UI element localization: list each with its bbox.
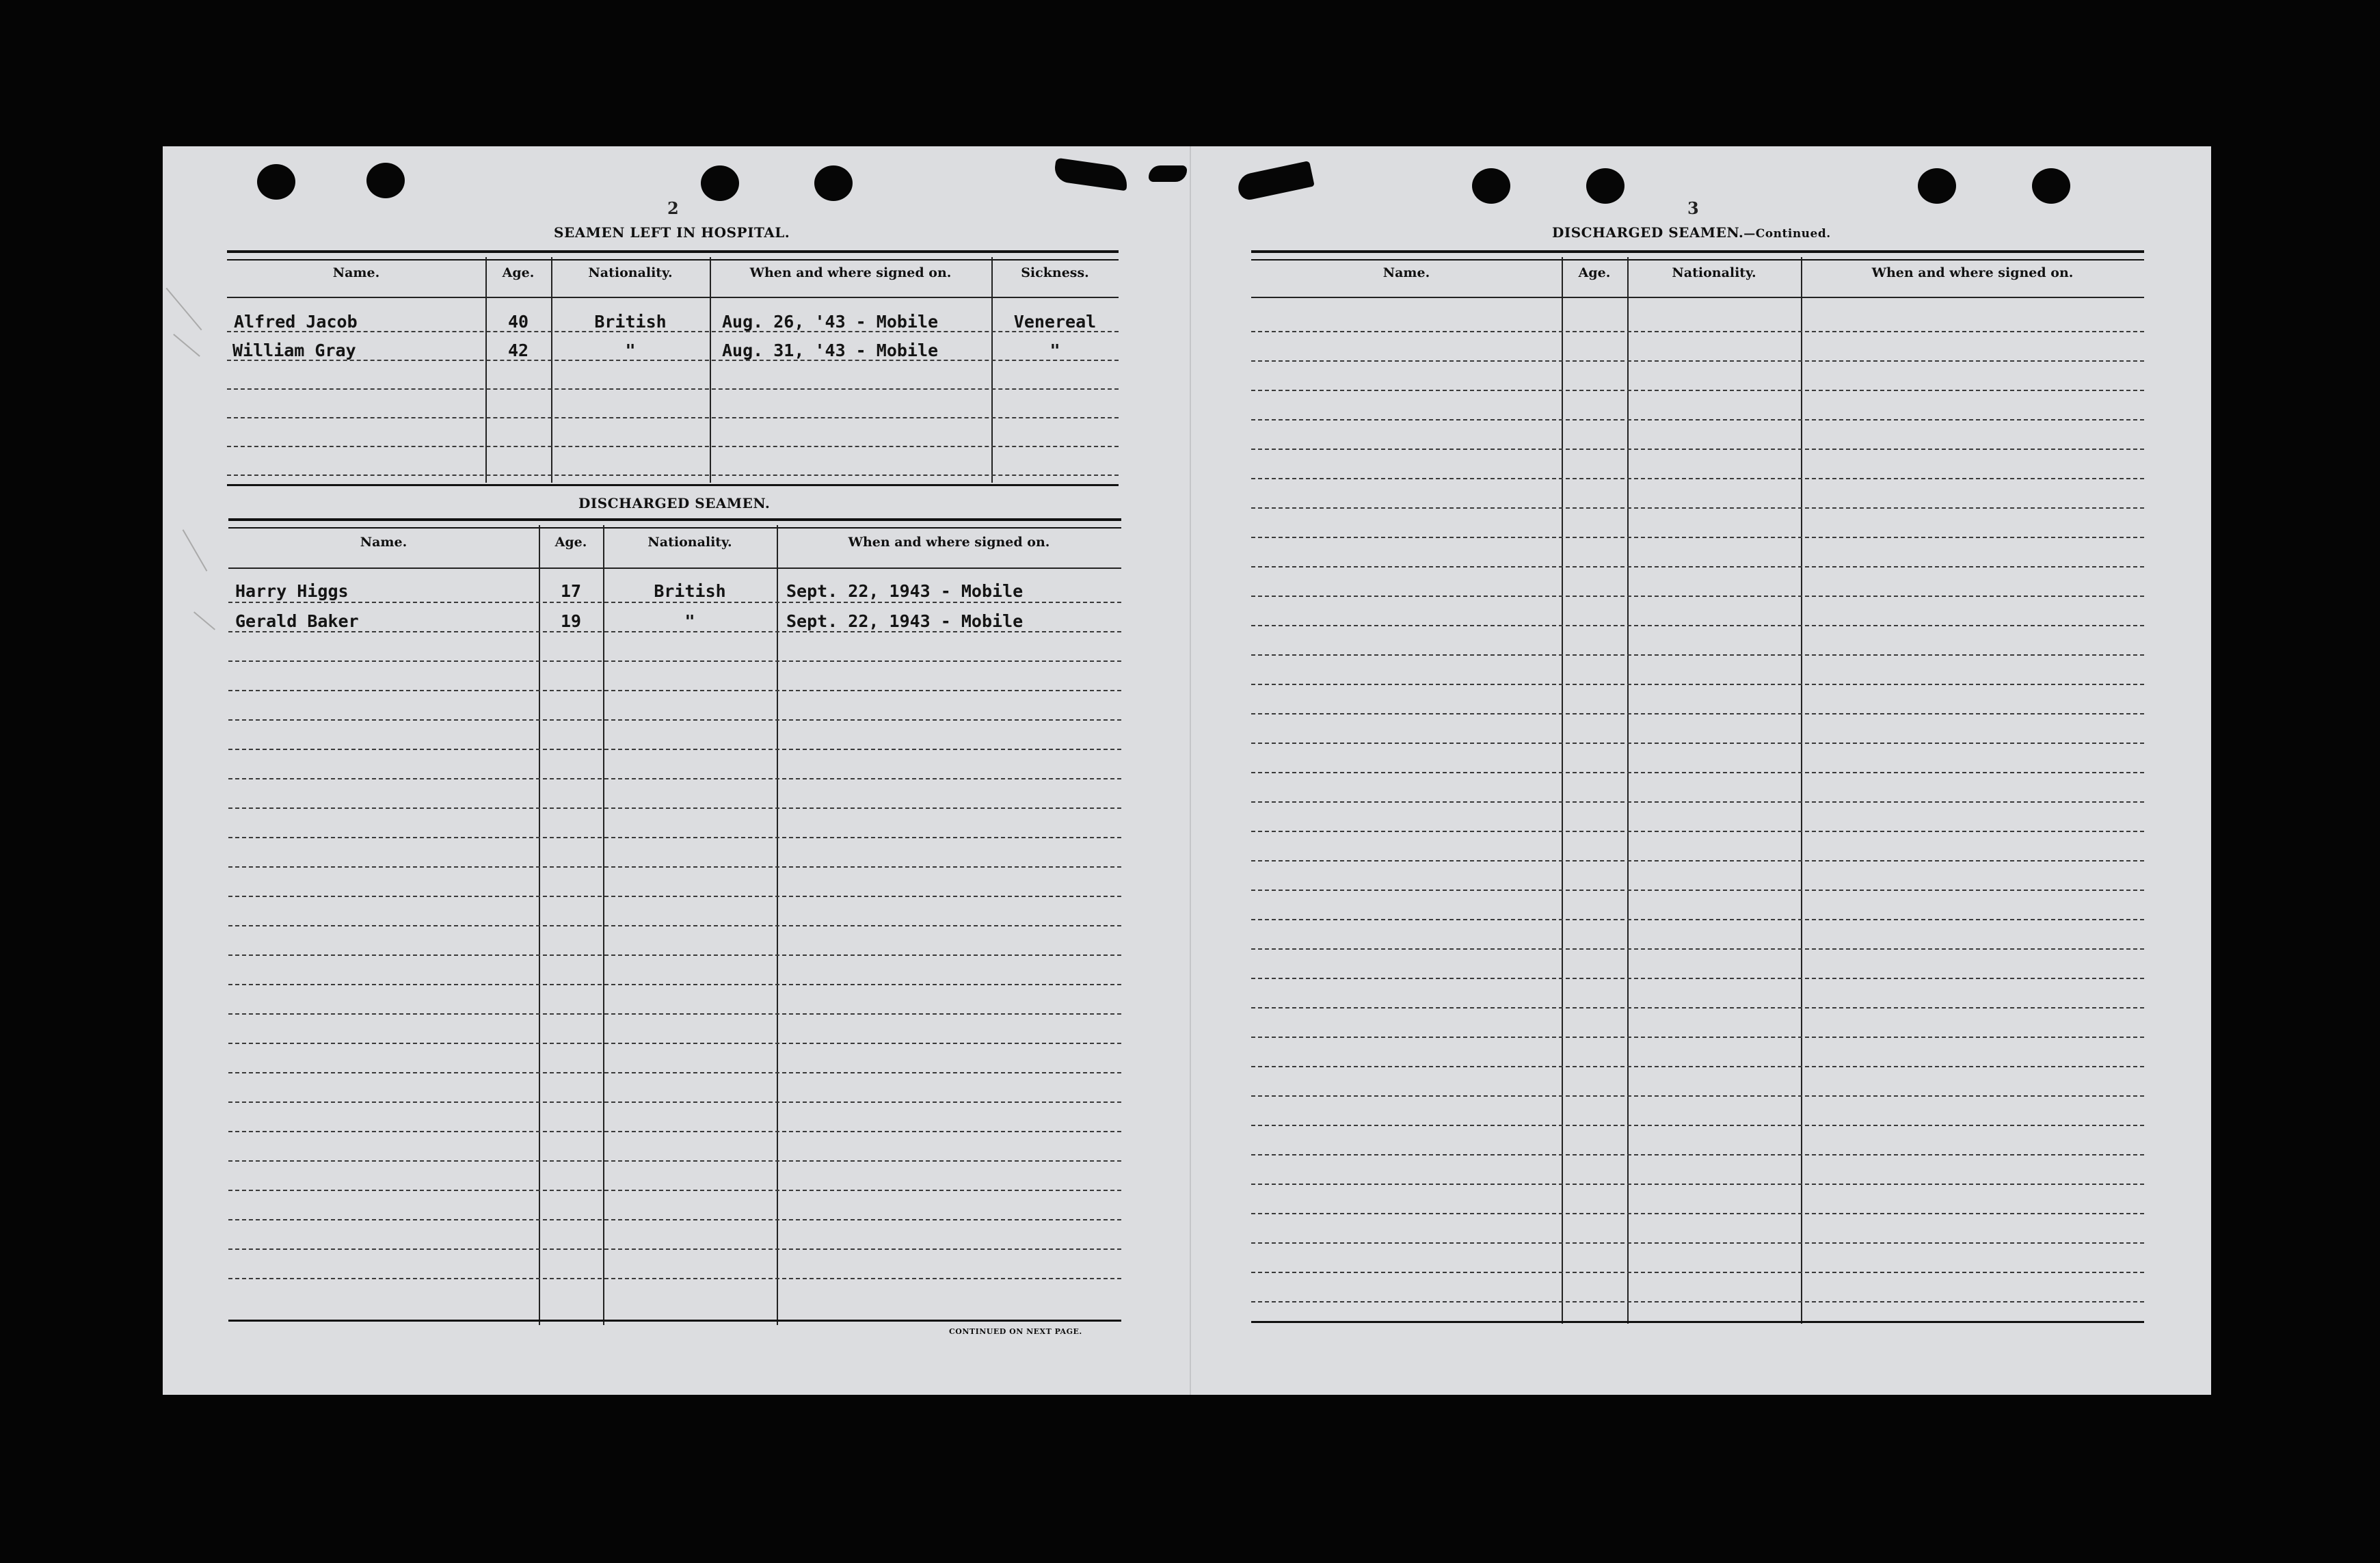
title-main: DISCHARGED SEAMEN.	[1552, 224, 1744, 241]
column-header: Age.	[1578, 265, 1611, 280]
entry-line	[1251, 1037, 2144, 1038]
entry-line	[1251, 1066, 2144, 1067]
bottom-rule	[227, 484, 1119, 486]
column-header: Nationality.	[588, 265, 673, 280]
hospital-section-title: SEAMEN LEFT IN HOSPITAL.	[554, 224, 790, 241]
entry-line	[1251, 507, 2144, 509]
entry-line	[228, 925, 1121, 926]
binder-hole	[2032, 168, 2070, 204]
sickness: Venereal	[1013, 312, 1097, 332]
entry-line	[1251, 1301, 2144, 1302]
signed-on: Aug. 31, '43 - Mobile	[722, 340, 939, 360]
entry-line	[1251, 478, 2144, 479]
entry-line	[1251, 1272, 2144, 1273]
entry-line	[1251, 713, 2144, 714]
column-divider	[551, 257, 552, 483]
torn-edge	[1149, 165, 1187, 182]
entry-line	[1251, 1154, 2144, 1155]
entry-line	[1251, 1007, 2144, 1008]
entry-line	[1251, 831, 2144, 832]
header-rule	[228, 567, 1121, 569]
seaman-nationality: British	[654, 581, 726, 601]
bottom-rule	[1251, 1321, 2144, 1323]
discharged-section-title: DISCHARGED SEAMEN.	[578, 495, 771, 511]
binder-hole	[1472, 168, 1510, 204]
binder-hole	[701, 165, 739, 201]
top-rule	[227, 250, 1119, 260]
column-header: Age.	[554, 535, 587, 550]
signed-on: Aug. 26, '43 - Mobile	[722, 312, 939, 332]
entry-line	[1251, 919, 2144, 920]
entry-line	[1251, 772, 2144, 773]
seaman-nationality: "	[625, 340, 636, 360]
column-divider	[1627, 257, 1629, 1324]
column-header: When and where signed on.	[848, 535, 1050, 550]
signed-on: Sept. 22, 1943 - Mobile	[786, 581, 1024, 601]
seaman-name: Alfred Jacob	[234, 312, 358, 332]
column-divider	[1562, 257, 1563, 1324]
entry-line	[228, 602, 1121, 603]
entry-line	[228, 749, 1121, 750]
column-header: When and where signed on.	[1871, 265, 2074, 280]
entry-line	[228, 984, 1121, 985]
title-suffix: —Continued.	[1743, 227, 1831, 241]
entry-line	[1251, 419, 2144, 420]
entry-line	[1251, 625, 2144, 626]
column-header: Name.	[332, 265, 380, 280]
entry-line	[227, 417, 1119, 418]
entry-line	[1251, 331, 2144, 332]
entry-line	[228, 1248, 1121, 1250]
seaman-nationality: British	[594, 312, 667, 332]
entry-line	[228, 1190, 1121, 1191]
bottom-rule	[228, 1320, 1121, 1322]
entry-line	[1251, 978, 2144, 979]
entry-line	[1251, 449, 2144, 450]
entry-line	[228, 1219, 1121, 1220]
entry-line	[1251, 1095, 2144, 1097]
entry-line	[1251, 1125, 2144, 1126]
entry-line	[228, 631, 1121, 632]
entry-line	[228, 660, 1121, 662]
entry-line	[228, 1160, 1121, 1162]
discharged-continued-table	[1251, 250, 2144, 1325]
entry-line	[1251, 537, 2144, 538]
discharged-continued-title	[1552, 224, 1831, 241]
page-number: 2	[667, 198, 679, 218]
discharged-table	[228, 518, 1121, 1325]
entry-line	[228, 837, 1121, 838]
header-rule	[227, 297, 1119, 298]
column-divider	[710, 257, 711, 483]
seaman-age: 40	[507, 312, 529, 332]
entry-line	[1251, 890, 2144, 891]
column-divider	[1801, 257, 1802, 1324]
entry-line	[1251, 1213, 2144, 1214]
column-header: Age.	[502, 265, 535, 280]
entry-line	[1251, 743, 2144, 744]
entry-line	[1251, 1242, 2144, 1244]
entry-line	[1251, 390, 2144, 391]
entry-line	[1251, 654, 2144, 656]
column-header: Sickness.	[1021, 265, 1089, 280]
binder-hole	[1586, 168, 1624, 204]
column-header: Name.	[360, 535, 407, 550]
hospital-table	[227, 250, 1119, 487]
entry-line	[227, 388, 1119, 390]
entry-line	[228, 807, 1121, 809]
top-rule	[228, 518, 1121, 529]
entry-line	[1251, 801, 2144, 803]
seaman-name: William Gray	[232, 340, 356, 360]
entry-line	[228, 778, 1121, 779]
column-header: Name.	[1382, 265, 1430, 280]
entry-line	[1251, 360, 2144, 362]
entry-line	[227, 446, 1119, 447]
column-header: Nationality.	[1672, 265, 1756, 280]
column-header: Nationality.	[647, 535, 732, 550]
column-divider	[991, 257, 993, 483]
continued-note: CONTINUED ON NEXT PAGE.	[949, 1327, 1082, 1336]
binder-hole	[814, 165, 853, 201]
entry-line	[228, 1072, 1121, 1073]
entry-line	[228, 1043, 1121, 1044]
binder-hole	[257, 164, 295, 200]
sickness: "	[1049, 340, 1060, 360]
header-rule	[1251, 297, 2144, 298]
entry-line	[228, 1278, 1121, 1279]
entry-line	[1251, 860, 2144, 861]
entry-line	[228, 954, 1121, 956]
entry-line	[228, 1131, 1121, 1132]
entry-line	[1251, 566, 2144, 567]
seaman-name: Gerald Baker	[235, 611, 359, 631]
page-fold	[1190, 146, 1191, 1395]
entry-line	[228, 1101, 1121, 1103]
signed-on: Sept. 22, 1943 - Mobile	[786, 611, 1024, 631]
entry-line	[228, 690, 1121, 691]
seaman-age: 19	[560, 611, 582, 631]
column-divider	[485, 257, 487, 483]
seaman-nationality: "	[684, 611, 695, 631]
entry-line	[228, 896, 1121, 897]
seaman-age: 17	[560, 581, 582, 601]
page-number: 3	[1687, 198, 1699, 218]
binder-hole	[366, 163, 405, 198]
entry-line	[1251, 1184, 2144, 1185]
seaman-age: 42	[507, 340, 529, 360]
entry-line	[228, 866, 1121, 868]
entry-line	[228, 1013, 1121, 1015]
column-header: When and where signed on.	[749, 265, 952, 280]
entry-line	[227, 475, 1119, 476]
seaman-name: Harry Higgs	[235, 581, 349, 601]
entry-line	[1251, 948, 2144, 950]
entry-line	[1251, 596, 2144, 597]
binder-hole	[1918, 168, 1956, 204]
top-rule	[1251, 250, 2144, 260]
entry-line	[228, 719, 1121, 721]
entry-line	[1251, 684, 2144, 685]
